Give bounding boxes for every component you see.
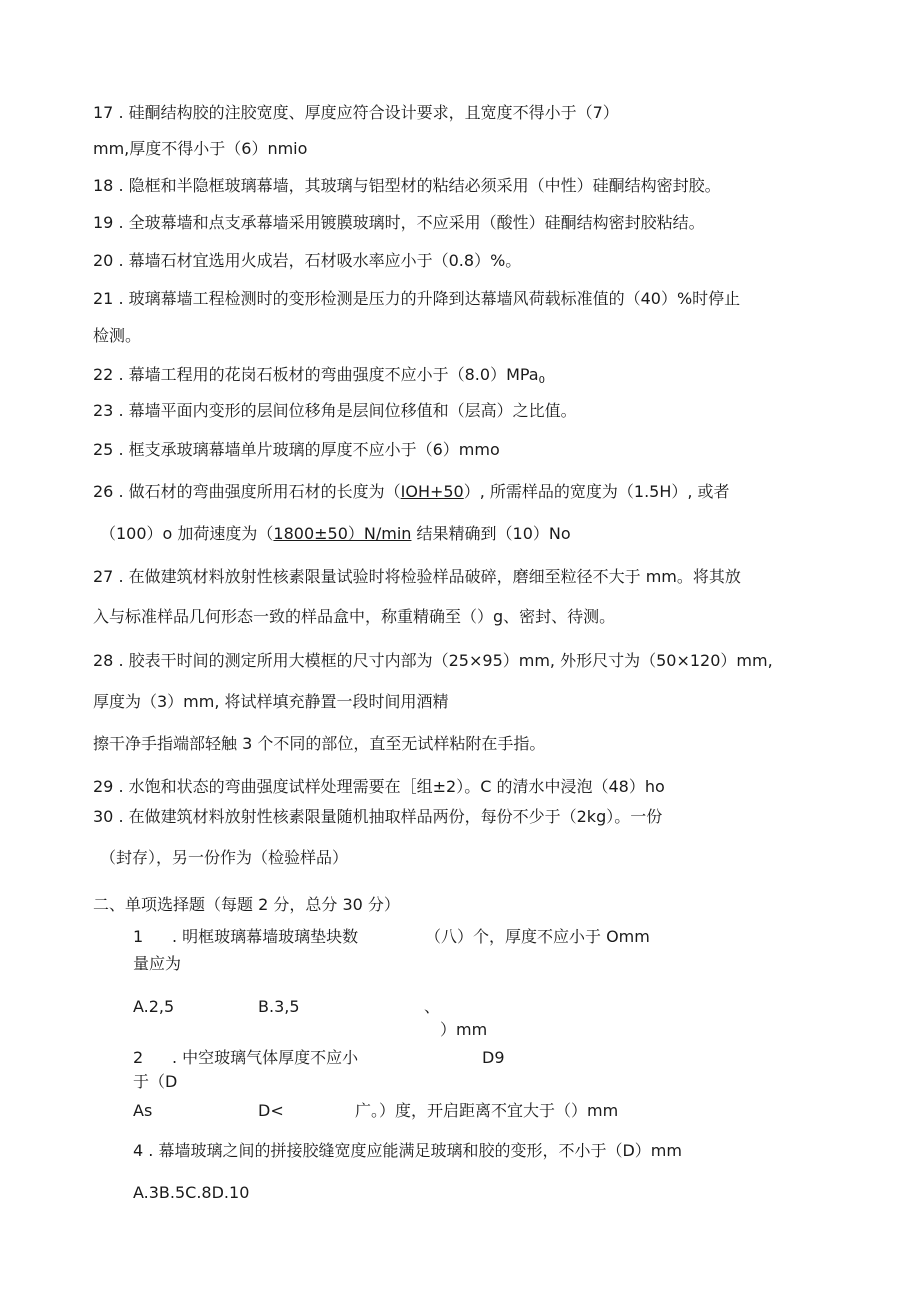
question-17-line-2: mm,厚度不得小于（6）nmio	[93, 139, 308, 158]
mcq-2-tail: 广。）度，开启距离不宜大于（）mm	[355, 1101, 619, 1120]
question-26-line-1	[93, 481, 730, 503]
question-26-underlined-length: IOH+50	[400, 482, 464, 501]
question-19: 19 . 全玻幕墙和点支承幕墙采用镀膜玻璃时，不应采用（酸性）硅酮结构密封胶粘结。	[93, 213, 705, 232]
mcq-2-option-as: As	[133, 1101, 153, 1120]
mcq-1-option-b: B.3,5	[258, 997, 300, 1016]
mcq-2-number: 2	[133, 1048, 144, 1067]
question-25: 25 . 框支承玻璃幕墙单片玻璃的厚度不应小于（6）mmo	[93, 440, 500, 459]
mcq-2-text: . 中空玻璃气体厚度不应小	[172, 1048, 359, 1067]
question-20: 20 . 幕墙石材宜选用火成岩，石材吸水率应小于（0.8）%。	[93, 251, 522, 270]
question-30-line-2: （封存），另一份作为（检验样品）	[100, 848, 349, 867]
mcq-1-text: . 明框玻璃幕墙玻璃垫块数	[172, 927, 359, 946]
mcq-1-unit: ）mm	[440, 1020, 488, 1039]
question-30-line-1: 30 . 在做建筑材料放射性核素限量随机抽取样品两份，每份不少于（2kg）。一份	[93, 807, 663, 826]
question-18: 18 . 隐框和半隐框玻璃幕墙，其玻璃与铝型材的粘结必须采用（中性）硅酮结构密封胶。	[93, 176, 721, 195]
question-28-line-1: 28 . 胶表干时间的测定所用大模框的尺寸内部为（25×95）mm, 外形尺寸为（50×120）mm,	[93, 651, 773, 670]
mcq-2-option-d9: D9	[482, 1048, 505, 1067]
mcq-1-tail: （八）个，厚度不应小于 Omm	[425, 927, 650, 946]
question-27-line-1: 27 . 在做建筑材料放射性核素限量试验时将检验样品破碎，磨细至粒径不大于 mm。将其放	[93, 567, 741, 586]
mcq-1-mark: 、	[424, 997, 441, 1016]
question-21-line-1: 21 . 玻璃幕墙工程检测时的变形检测是压力的升降到达幕墙风荷载标准值的（40）%时停止	[93, 289, 741, 308]
section-2-heading: 二、单项选择题（每题 2 分，总分 30 分）	[93, 895, 400, 914]
question-26-line-2	[100, 523, 571, 545]
question-26-line-1-post: ）, 所需样品的宽度为（1.5H）, 或者	[463, 482, 730, 501]
question-28-line-3: 擦干净手指端部轻触 3 个不同的部位，直至无试样粘附在手指。	[93, 734, 546, 753]
mcq-2-option-d: D<	[258, 1101, 284, 1120]
question-26-line-1-pre: 26 . 做石材的弯曲强度所用石材的长度为（	[93, 482, 401, 501]
mcq-2-line-2: 于（D	[133, 1072, 178, 1091]
question-22-text: 22 . 幕墙工程用的花岗石板材的弯曲强度不应小于（8.0）MPa	[93, 365, 539, 384]
question-23: 23 . 幕墙平面内变形的层间位移角是层间位移值和（层高）之比值。	[93, 401, 577, 420]
question-29: 29 . 水饱和状态的弯曲强度试样处理需要在［组±2）。C 的清水中浸泡（48）ho	[93, 777, 665, 796]
question-27-line-2: 入与标准样品几何形态一致的样品盒中，称重精确至（）g、密封、待测。	[93, 607, 616, 626]
mcq-4-text: 4 . 幕墙玻璃之间的拼接胶缝宽度应能满足玻璃和胶的变形，不小于（D）mm	[133, 1141, 682, 1160]
question-26-line-2-pre: （100）o 加荷速度为（	[100, 524, 274, 543]
mcq-1-option-a: A.2,5	[133, 997, 175, 1016]
question-26-underlined-speed: 1800±50）N/min	[273, 524, 412, 543]
mcq-1-line-2: 量应为	[133, 954, 182, 973]
question-22-subscript: 0	[538, 375, 545, 386]
question-22	[93, 364, 545, 392]
question-28-line-2: 厚度为（3）mm, 将试样填充静置一段时间用酒精	[93, 692, 449, 711]
mcq-1-number: 1	[133, 927, 144, 946]
question-17-line-1: 17 . 硅酮结构胶的注胶宽度、厚度应符合设计要求，且宽度不得小于（7）	[93, 103, 619, 122]
question-21-line-2: 检测。	[93, 326, 142, 345]
mcq-4-options: A.3B.5C.8D.10	[133, 1183, 250, 1202]
question-26-line-2-post: 结果精确到（10）No	[411, 524, 571, 543]
